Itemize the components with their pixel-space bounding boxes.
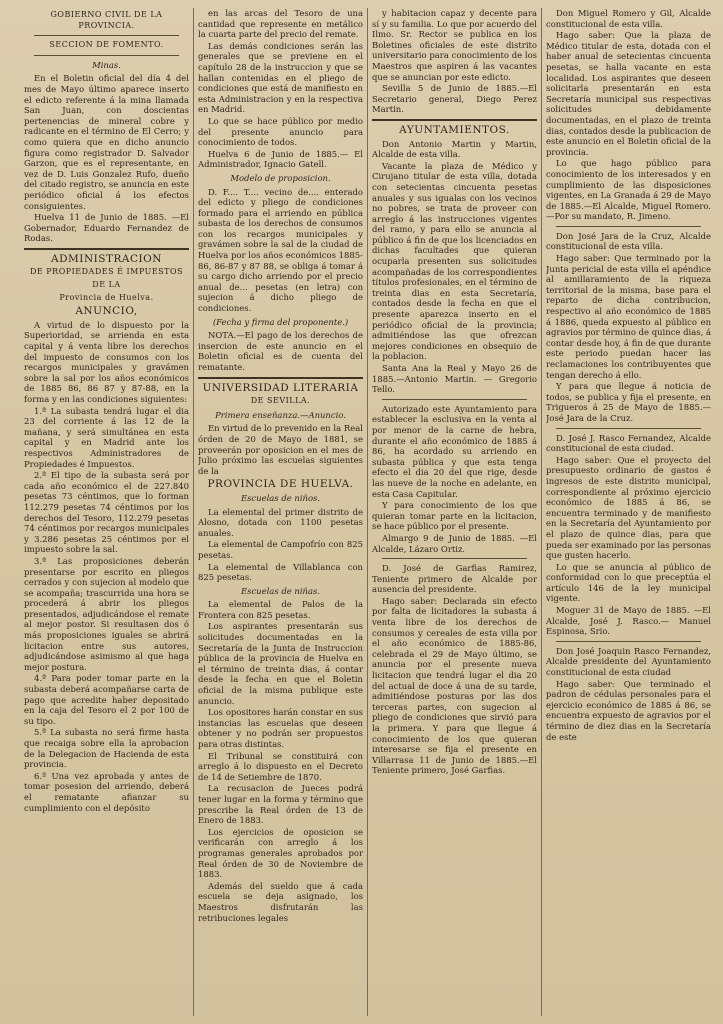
column-2 — [198, 8, 363, 1016]
ninas-title: Escuelas de niñas. — [240, 585, 321, 596]
column-separator — [541, 8, 542, 1016]
divider — [372, 119, 537, 121]
paragraph: A virtud de lo dispuesto por la Superioridad, se arrienda en esta capital y á venta libre los derechos del impuesto de consumos con los recargos municipales y gravámen sobre la sal por los años económicos de 1885 86, 86 87 y 87-88, en la forma y en las condiciones siguientes: — [24, 319, 189, 404]
firma-note: (Fecha y firma del proponente.) — [212, 316, 349, 327]
paragraph: en las arcas del Tesoro de una cantidad que represente en metálico la cuarta parte del precio del remate. — [198, 8, 363, 40]
escuela-item: La elemental de Villablanca con 825 pesetas. — [198, 561, 363, 583]
paragraph: Don Antonio Martin y Martin, Alcalde de esta villa. — [372, 138, 537, 160]
paragraph: Lo que hago público para conocimiento de los interesados y en cumplimiento de las disposiciones vigentes, en La Granada á 29 de Mayo de 1885.—El Alcalde, Miguel Romero.—Por su mandato, R. Jimeno. — [546, 158, 711, 222]
paragraph: Los ejercicios de oposicion se verificarán con arreglo á los programas generales aprobados por Real órden de 30 de Noviembre de 1883. — [198, 826, 363, 880]
paragraph: Además del sueldo que á cada escuela se deja asignado, los Maestros disfrutarán las retribuciones legales — [198, 880, 363, 923]
paragraph: Hago saber: Que el proyecto del presupuesto ordinario de gastos é ingresos de este distrito municipal, correspondiente al próximo ejercicio económico de 1885 á 86, se encuentra terminado y de manifiesto en la Secretaría del Ayuntamiento por el plazo de quince dias, para que pueda ser examinado por las personas que gusten hacerlo. — [546, 454, 711, 561]
admin-subtitle-3: Provincia de Huelva. — [59, 292, 154, 302]
paragraph: D. José J. Rasco Fernandez, Alcalde constitucional de esta ciudad. — [546, 432, 711, 454]
seccion-fomento: SECCION DE FOMENTO. — [49, 40, 164, 50]
paragraph: Lo que se anuncia al público de conformidad con lo que preceptúa el artículo 146 de la ley municipal vigente. — [546, 561, 711, 604]
paragraph: Los opositores harán constar en sus instancias las escuelas que deseen obtener y no podrán ser propuestos para otras distintas. — [198, 707, 363, 749]
paragraph: Los aspirantes presentarán sus solicitudes documentadas en la Secretaría de la Junta de Instruccion pública de la provincia de Huelva en el término de treinta dias, á contar desde la fecha en que el Boletin oficial de la misma publique este anuncio. — [198, 621, 363, 706]
gobierno-header: GOBIERNO CIVIL DE LA PROVINCIA. — [50, 10, 163, 30]
minas-text: En el Boletin oficial del día 4 del mes de Mayo último aparece inserto el edicto referente á la mina llamada San Juan, con doscientas pertenencias de mineral cobre y radicante en el término de El Cerro; y como quiera que en dicho anuncio figura como registrador D. Salvador Garzon, que es el representante, en vez de D. Luis Gonzalez Rufo, dueño del citado registro, se anuncia en este periódico oficial á los efectos consiguientes. — [24, 73, 189, 211]
paragraph: y habitacion capaz y decente para sí y su familia. Lo que por acuerdo del Ilmo. Sr. Rector se publica en los Boletines oficiales de este distrito universitario para conocimiento de los Maestros que aspiren á las vacantes que se anuncian por este edicto. — [372, 8, 537, 82]
signature: Moguer 31 de Mayo de 1885. —El Alcalde, José J. Rasco.— Manuel Espinosa, Srio. — [546, 605, 711, 637]
paragraph: Autorizado este Ayuntamiento para establecer la esclusiva en la venta al por menor de la carne de hebra, durante el año económico de 1885 á 86, ha acordado su arriendo en subasta pública y que esta tenga efecto el dia 20 del que rige, desde las nueve de la noche en adelante, en esta Casa Capitular. — [372, 403, 537, 499]
admin-title: ADMINISTRACION — [51, 252, 162, 265]
paragraph: 1.ª La subasta tendrá lugar el dia 23 del corriente á las 12 de la mañana, y será simultánea en esta capital y en Madrid ante los respectivos Administradores de Propiedades é Impuestos. — [24, 405, 189, 469]
paragraph: Don José Joaquin Rasco Fernandez, Alcalde presidente del Ayuntamiento constitucional de esta ciudad — [546, 645, 711, 678]
column-3 — [372, 8, 537, 1016]
divider — [556, 428, 701, 429]
signature: Santa Ana la Real y Mayo 26 de 1885.—Antonio Martin. — Gregorio Tello. — [372, 363, 537, 395]
nota: NOTA.—El pago de los derechos de insercion de este anuncio en el Boletin oficial es de cuenta del rematante. — [198, 330, 363, 372]
escuela-item: La elemental de Campofrío con 825 pesetas. — [198, 539, 363, 560]
escuela-item: La elemental de Palos de la Frontera con 825 pesetas. — [198, 599, 363, 620]
admin-subtitle-2: DE LA — [92, 280, 121, 290]
paragraph: 4.ª Para poder tomar parte en la subasta deberá acompañarse carta de pago que acredite haber depositado en la caja del Tesoro el 2 por 100 de su tipo. — [24, 673, 189, 726]
paragraph: 6.ª Una vez aprobada y antes de tomar posesion del arriendo, deberá el rematante afianzar su cumplimiento con el depósito — [24, 770, 189, 813]
paragraph: Hago saber: Declarada sin efecto por falta de licitadores la subasta á venta libre de los derechos de consumos y cereales de esta villa por el año económico de 1885-86, celebrada el 29 de Mayo último, se anuncia por el presente nueva licitacion que tendrá lugar el dia 20 del actual de doce á una de su tarde, admitiéndose posturas por las dos terceras partes, con sugecion al pliego de condiciones que sirvió para la primera. Y para que llegue á conocimiento de los que quieran interesarse se fija el presente en Villarrasa 11 de Junio de 1885.—El Teniente primero, José Garfias. — [372, 595, 537, 776]
paragraph: D. José de Garfias Ramirez, Teniente primero de Alcalde por ausencia del presidente. — [372, 563, 537, 595]
divider — [34, 55, 179, 56]
paragraph: Y para que llegue á noticia de todos, se publica y fija el presente, en Trigueros á 25 de Mayo de 1885.—José Jara de la Cruz. — [546, 381, 711, 423]
signature: Sevilla 5 de Junio de 1885.—El Secretario general, Diego Perez Martin. — [372, 83, 537, 115]
paragraph: El Tribunal se constituirá con arreglo á lo dispuesto en el Decreto de 14 de Setiembre de 1870. — [198, 750, 363, 782]
paragraph: 3.ª Las proposiciones deberán presentarse por escrito en pliegos cerrados y con sujecion al modelo que se acompaña; trascurrida una hora se procederá á abrir los pliegos presentados, adjudicándose el remate al mejor postor. Si resultasen dos ó más proposiciones iguales se abrirá licitacion entre sus autores, adjudicándose asimismo al que haga mejor postura. — [24, 555, 189, 672]
signature: Huelva 6 de Junio de 1885.— El Administrador, Ignacio Gatell. — [198, 148, 363, 170]
escuela-item: La elemental del primer distrito de Alosno, dotada con 1100 pesetas anuales. — [198, 506, 363, 538]
ninos-title: Escuelas de niños. — [240, 492, 321, 503]
paragraph: Don Miguel Romero y Gil, Alcalde constitucional de esta villa. — [546, 8, 711, 29]
paragraph: Vacante la plaza de Médico y Cirujano titular de esta villa, dotada con setecientas cincuenta pesetas anuales y sus igualas con los vecinos no pobres, se trata de proveer con arreglo á las instrucciones vigentes del ramo, y para ello se anuncia al público á fin de que los licenciados en dichas facultades que quieran ocuparla presenten sus solicitudes acompañadas de los correspondientes títulos profesionales, en el término de treinta dias en esta Secretaría, contados desde la fecha en que el presente aparezca inserto en el periódico oficial de la provincia; admitiéndose las que ofrezcan mejores condiciones en obsequio de la poblacion. — [372, 160, 537, 362]
column-1 — [24, 8, 189, 1016]
divider — [24, 248, 189, 250]
universidad-subtitle: DE SEVILLA. — [250, 396, 311, 406]
admin-subtitle: DE PROPIEDADES É IMPUESTOS — [29, 267, 184, 277]
column-4 — [546, 8, 711, 1016]
divider — [556, 641, 701, 642]
divider — [556, 226, 701, 227]
divider — [198, 377, 363, 379]
column-separator — [193, 8, 194, 1016]
paragraph: En virtud de lo prevenido en la Real órden de 20 de Mayo de 1881, se proveerán por oposicion en el mes de Julio próximo las escuelas siguientes de la — [198, 423, 363, 476]
universidad-title: UNIVERSIDAD LITERARIA — [202, 381, 359, 394]
paragraph: D. F.... T.... vecino de.... enterado del edicto y pliego de condiciones formado para el arriendo en pública subasta de los derechos de consumos con los recargos municipales y gravámen sobre la sal de la ciudad de Huelva por los años económicos 1885-86, 86-87 y 87 88, se obliga á tomar á su cargo dicho arriendo por el precio anual de... pesetas (en letra) con sujecion á dicho pliego de condiciones. — [198, 186, 363, 314]
paragraph: Don José Jara de la Cruz, Alcalde constitucional de esta villa. — [546, 230, 711, 252]
modelo-title: Modelo de proposicion. — [230, 172, 331, 183]
divider — [382, 558, 527, 559]
minas-title: Minas. — [92, 59, 121, 70]
column-separator — [367, 8, 368, 1016]
paragraph: La recusacion de Jueces podrá tener lugar en la forma y término que prescribe la Real órden de 13 de Enero de 1883. — [198, 783, 363, 826]
divider — [382, 399, 527, 400]
ensenanza-title: Primera enseñanza.—Anuncio. — [215, 409, 346, 420]
paragraph: Lo que se hace público por medio del presente anuncio para conocimiento de todos. — [198, 115, 363, 148]
paragraph: Hago saber: Que terminado el padron de cédulas personales para el ejercicio económico de 1885 á 86, se encuentra expuesto de agravios por el término de diez dias en la Secretaría de este — [546, 678, 711, 742]
ayuntamientos-title: AYUNTAMIENTOS. — [399, 123, 510, 136]
signature: Almargo 9 de Junio de 1885. —El Alcalde, Lázaro Ortiz. — [372, 532, 537, 554]
paragraph: 2.ª El tipo de la subasta será por cada año económico el de 227.840 pesetas 73 céntimos, que lo forman 112.279 pesetas 74 céntimos por los derechos del Tesoro, 112.279 pesetas 74 céntimos por recargos municipales y 3.286 pesetas 25 céntimos por el impuesto sobre la sal. — [24, 470, 189, 555]
anuncio-title: ANUNCIO, — [75, 305, 138, 318]
paragraph: Hago saber: Que la plaza de Médico titular de esta, dotada con el haber anual de setecientas cincuenta pesetas, se halla vacante en esta localidad. Los aspirantes que deseen solicitarla presentarán en esta Secretaría municipal sus respectivas solicitudes debidamente documentadas, en el plazo de treinta dias, contados desde la publicacion de este anuncio en el Boletin oficial de la provincia. — [546, 30, 711, 157]
paragraph: Las demás condiciones serán las generales que se previene en el capítulo 28 de la instruccion y que se hallan contenidas en el pliego de condiciones que está de manifiesto en esta Administracion y en la respectiva en Madrid. — [198, 40, 363, 115]
provincia-title: PROVINCIA DE HUELVA. — [207, 478, 354, 491]
paragraph: Hago saber: Que terminado por la Junta pericial de esta villa el apéndice al amillaramiento de la riqueza territorial de la misma, base para el reparto de dicha contribucion, respectivo al año económico de 1885 á 1886, queda expuesto al público en agravios por término de quince dias, á contar desde hoy, á fin de que durante este periodo puedan hacer las reclamaciones los contribuyentes que tengan derecho á ello. — [546, 253, 711, 380]
paragraph: Y para conocimiento de los que quieran tomar parte en la licitacion, se hace público por el presente. — [372, 500, 537, 532]
minas-signature: Huelva 11 de Junio de 1885. —El Gobernador, Eduardo Fernandez de Rodas. — [24, 212, 189, 244]
divider — [34, 35, 179, 36]
paragraph: 5.ª La subasta no será firme hasta que recaiga sobre ella la aprobacion de la Delegacion de Hacienda de esta provincia. — [24, 727, 189, 770]
